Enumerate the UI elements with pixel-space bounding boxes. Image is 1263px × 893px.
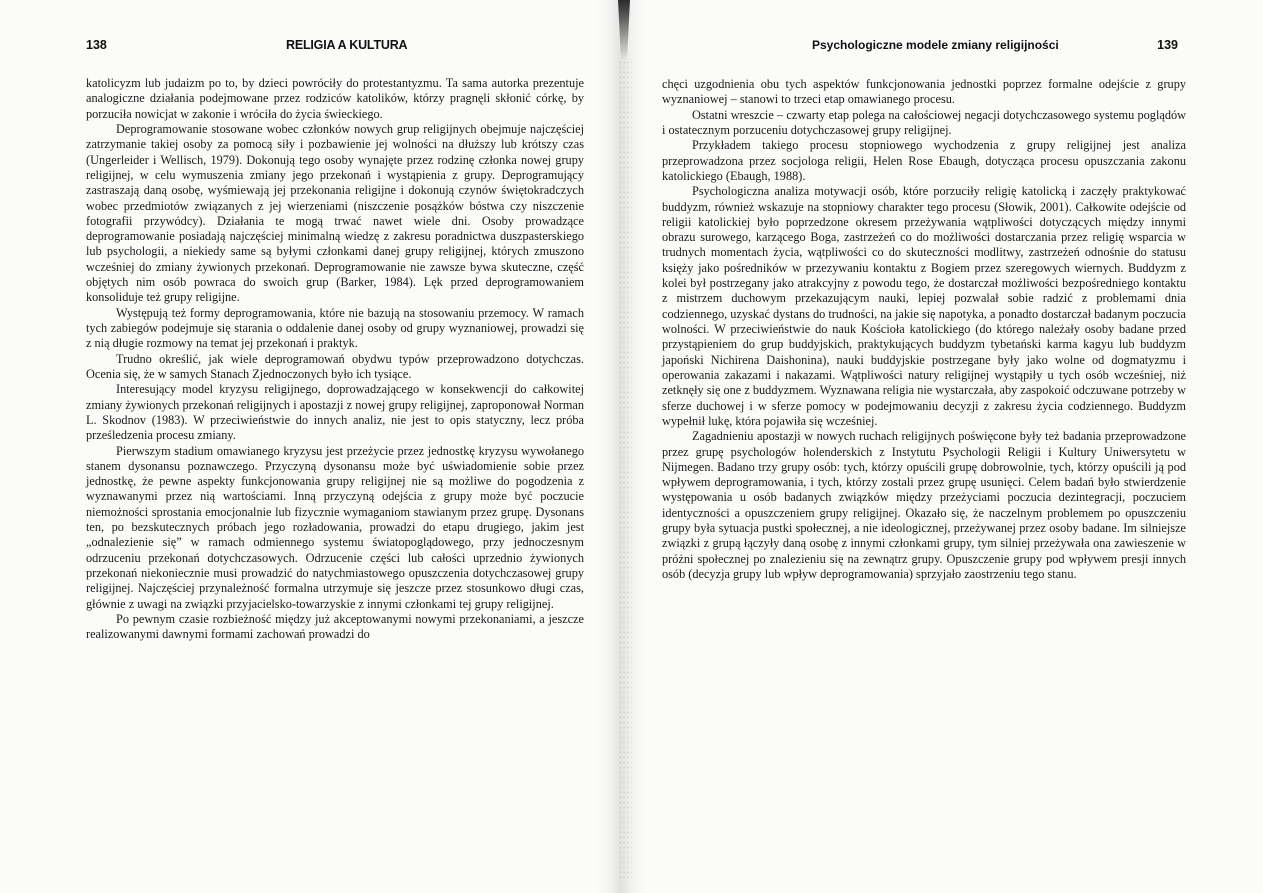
- paragraph: Przykładem takiego procesu stopniowego wychodzenia z grupy religijnej jest analiza przeprowadzona przez socjologa religii, Helen Rose Ebaugh, dotycząca procesu opuszczania zakonu katolickiego (Ebaugh, 1988).: [662, 138, 1186, 183]
- right-page-header: [662, 38, 1186, 58]
- left-page-number: 138: [86, 38, 107, 52]
- paragraph: Pierwszym stadium omawianego kryzysu jest przeżycie przez jednostkę kryzysu wywołanego stanem dysonansu poznawczego. Przyczyną dysonansu może być uświadomienie sobie przez jednostkę, że pewne aspekty funkcjonowania grupy religijnej nie są możliwe do pogodzenia z wyznawanymi przez nią wartościami. Inną przyczyną odejścia z grupy może być poczucie niemożności sprostania emocjonalnie lub fizycznie wymaganiom stawianym przez grupę. Dysonans ten, po bezskutecznych próbach jego rozładowania, prowadzi do etapu drugiego, jakim jest „odnalezienie się” w ramach odmiennego systemu światopoglądowego, przy jednoczesnym odrzuceniu przekonań dotychczasowych. Odrzucenie części lub całości uprzednio żywionych przekonań niekoniecznie musi prowadzić do natychmiastowego opuszczenia dotychczasowej grupy religijnej. Najczęściej przynależność formalna utrzymuje się jeszcze przez stosunkowo długi czas, głównie z uwagi na związki przyjacielsko-towarzyskie z innymi członkami tej grupy religijnej.: [86, 443, 584, 611]
- paragraph: Po pewnym czasie rozbieżność między już akceptowanymi nowymi przekonaniami, a jeszcze realizowanymi dawnymi formami zachowań prowadzi do: [86, 611, 584, 642]
- left-page-header: [86, 38, 584, 58]
- right-page-number: 139: [1157, 38, 1178, 52]
- paragraph: katolicyzm lub judaizm po to, by dzieci powróciły do protestantyzmu. Ta sama autorka prezentuje analogiczne działania podejmowane przez rodziców katolików, którzy pragnęli skłonić córkę, by porzuciła nowicjat w zakonie i wróciła do życia świeckiego.: [86, 76, 584, 121]
- left-running-head: RELIGIA A KULTURA: [286, 38, 408, 52]
- paragraph: chęci uzgodnienia obu tych aspektów funkcjonowania jednostki poprzez formalne odejście z grupy wyznaniowej – stanowi to trzeci etap omawianego procesu.: [662, 77, 1186, 107]
- right-running-head: Psychologiczne modele zmiany religijności: [812, 38, 1059, 52]
- paragraph: Ostatni wreszcie – czwarty etap polega na całościowej negacji dotychczasowego systemu poglądów i ostatecznym porzuceniu dotychczasowej grupy religijnej.: [662, 107, 1186, 137]
- paragraph: Deprogramowanie stosowane wobec członków nowych grup religijnych obejmuje najczęściej zatrzymanie takiej osoby za pomocą siły i pozbawienie jej wolności na dłuższy lub krótszy czas (Ungerleider i Wellisch, 1979). Dokonują tego osoby wynajęte przez rodzinę członka nowej grupy religijnej, w celu wymuszenia zmiany jego przekonań i wystąpienia z grupy. Deprogramujący zastraszają daną osobę, wyśmiewają jej przekonania religijne i dokonują czynów świętokradczych wobec przedmiotów związanych z jej wierzeniami (niszczenie posążków bóstwa czy niszczenie fotografii przywódcy). Działania te mogą trwać nawet wiele dni. Osoby prowadzące deprogramowanie posiadają najczęściej minimalną wiedzę z zakresu poradnictwa duszpasterskiego lub psychologii, a niekiedy same są byłymi członkami danej grupy religijnej, których zmuszono wcześniej do zmiany żywionych przekonań. Deprogramowanie nie zawsze bywa skuteczne, część objętych nim osób powraca do swoich grup (Barker, 1984). Lęk przed deprogramowaniem konsoliduje też grupy religijne.: [86, 121, 584, 305]
- right-page: [640, 0, 1263, 893]
- right-page-body: [662, 77, 1186, 582]
- paragraph: Zagadnieniu apostazji w nowych ruchach religijnych poświęcone były też badania przeprowadzone przez grupę psychologów holenderskich z Instytutu Psychologii Religii i Kultury Uniwersytetu w Nijmegen. Badano trzy grupy osób: tych, którzy opuścili grupę dobrowolnie, tych, którzy opuścili ją pod wpływem deprogramowania, i tych, którzy zostali przez grupę usunięci. Celem badań było stwierdzenie występowania u osób badanych związków między przeżyciami poczucia dezintegracji, poczuciem identyczności a opuszczeniem grupy religijnej. Okazało się, że naczelnym problemem po opuszczeniu grupy była sytuacja pustki społecznej, a nie ideologicznej, przeżywanej przez osoby badane. Im silniejsze związki z grupą łączyły daną osobę z innymi członkami grupy, tym silniej przeżywała ona zawieszenie w próżni społecznej po znalezieniu się na zewnątrz grupy. Opuszczenie grupy pod wpływem presji innych osób (decyzja grupy lub wpływ deprogramowania) sprzyjało zaostrzeniu tego stanu.: [662, 429, 1186, 581]
- paragraph: Psychologiczna analiza motywacji osób, które porzuciły religię katolicką i zaczęły praktykować buddyzm, również wskazuje na stopniowy charakter tego procesu (Słowik, 2001). Całkowite odejście od religii katolickiej było poprzedzone okresem przeżywania wątpliwości dotyczących między innymi obrazu surowego, karzącego Boga, zastrzeżeń co do możliwości dostarczania przez religię wsparcia w trudnych momentach życia, wątpliwości co do skuteczności modlitwy, zastrzeżeń odnośnie do statusu księży jako pośredników w przezywaniu kontaktu z Bogiem przez szeregowych wiernych. Buddyzm z kolei był postrzegany jako atrakcyjny z powodu tego, że dostarczał możliwości bezpośredniego kontaktu z mistrzem duchowym przekazującym nauki, lepiej pozwalał sobie radzić z problemami dnia codziennego, uzyskać dystans do trudności, na jakie się napotyka, a ponadto dostarczał badanym poczucia wolności. W przeciwieństwie do nauk Kościoła katolickiego (do którego należały osoby badane przed przystąpieniem do grup buddyjskich, praktykujących buddyzm tybetański karma kagyu lub buddyzm japoński Nichirena Daishonina), nauki buddyjskie postrzegane były jako wolne od dogmatyzmu i operowania zakazami i nakazami. Wątpliwości natury religijnej wystąpiły u tych osób wcześniej, niż zetknęły się one z buddyzmem. Wyznawana religia nie wystarczała, aby zaspokoić odczuwane potrzeby w sferze duchowej i w sferze pomocy w podejmowaniu decyzji z zakresu życia codziennego. Buddyzm wypełnił lukę, która pojawiła się wcześniej.: [662, 184, 1186, 428]
- left-page-body: [86, 76, 584, 643]
- paragraph: Występują też formy deprogramowania, które nie bazują na stosowaniu przemocy. W ramach tych zabiegów podejmuje się starania o oddalenie danej osoby od grupy wyznaniowej, prowadzi się z nią długie rozmowy na temat jej przekonań i praktyk.: [86, 305, 584, 351]
- paragraph: Interesujący model kryzysu religijnego, doprowadzającego w konsekwencji do całkowitej zmiany żywionych przekonań religijnych i apostazji z nowej grupy religijnej, zaproponował Norman L. Skodnov (1983). W przeciwieństwie do innych analiz, nie jest to opis statyczny, lecz próba prześledzenia procesu zmiany.: [86, 382, 584, 443]
- gutter-scan-noise: [618, 60, 632, 880]
- left-page: [0, 0, 618, 893]
- paragraph: Trudno określić, jak wiele deprogramowań obydwu typów przeprowadzono dotychczas. Ocenia się, że w samych Stanach Zjednoczonych było ich tysiące.: [86, 351, 584, 381]
